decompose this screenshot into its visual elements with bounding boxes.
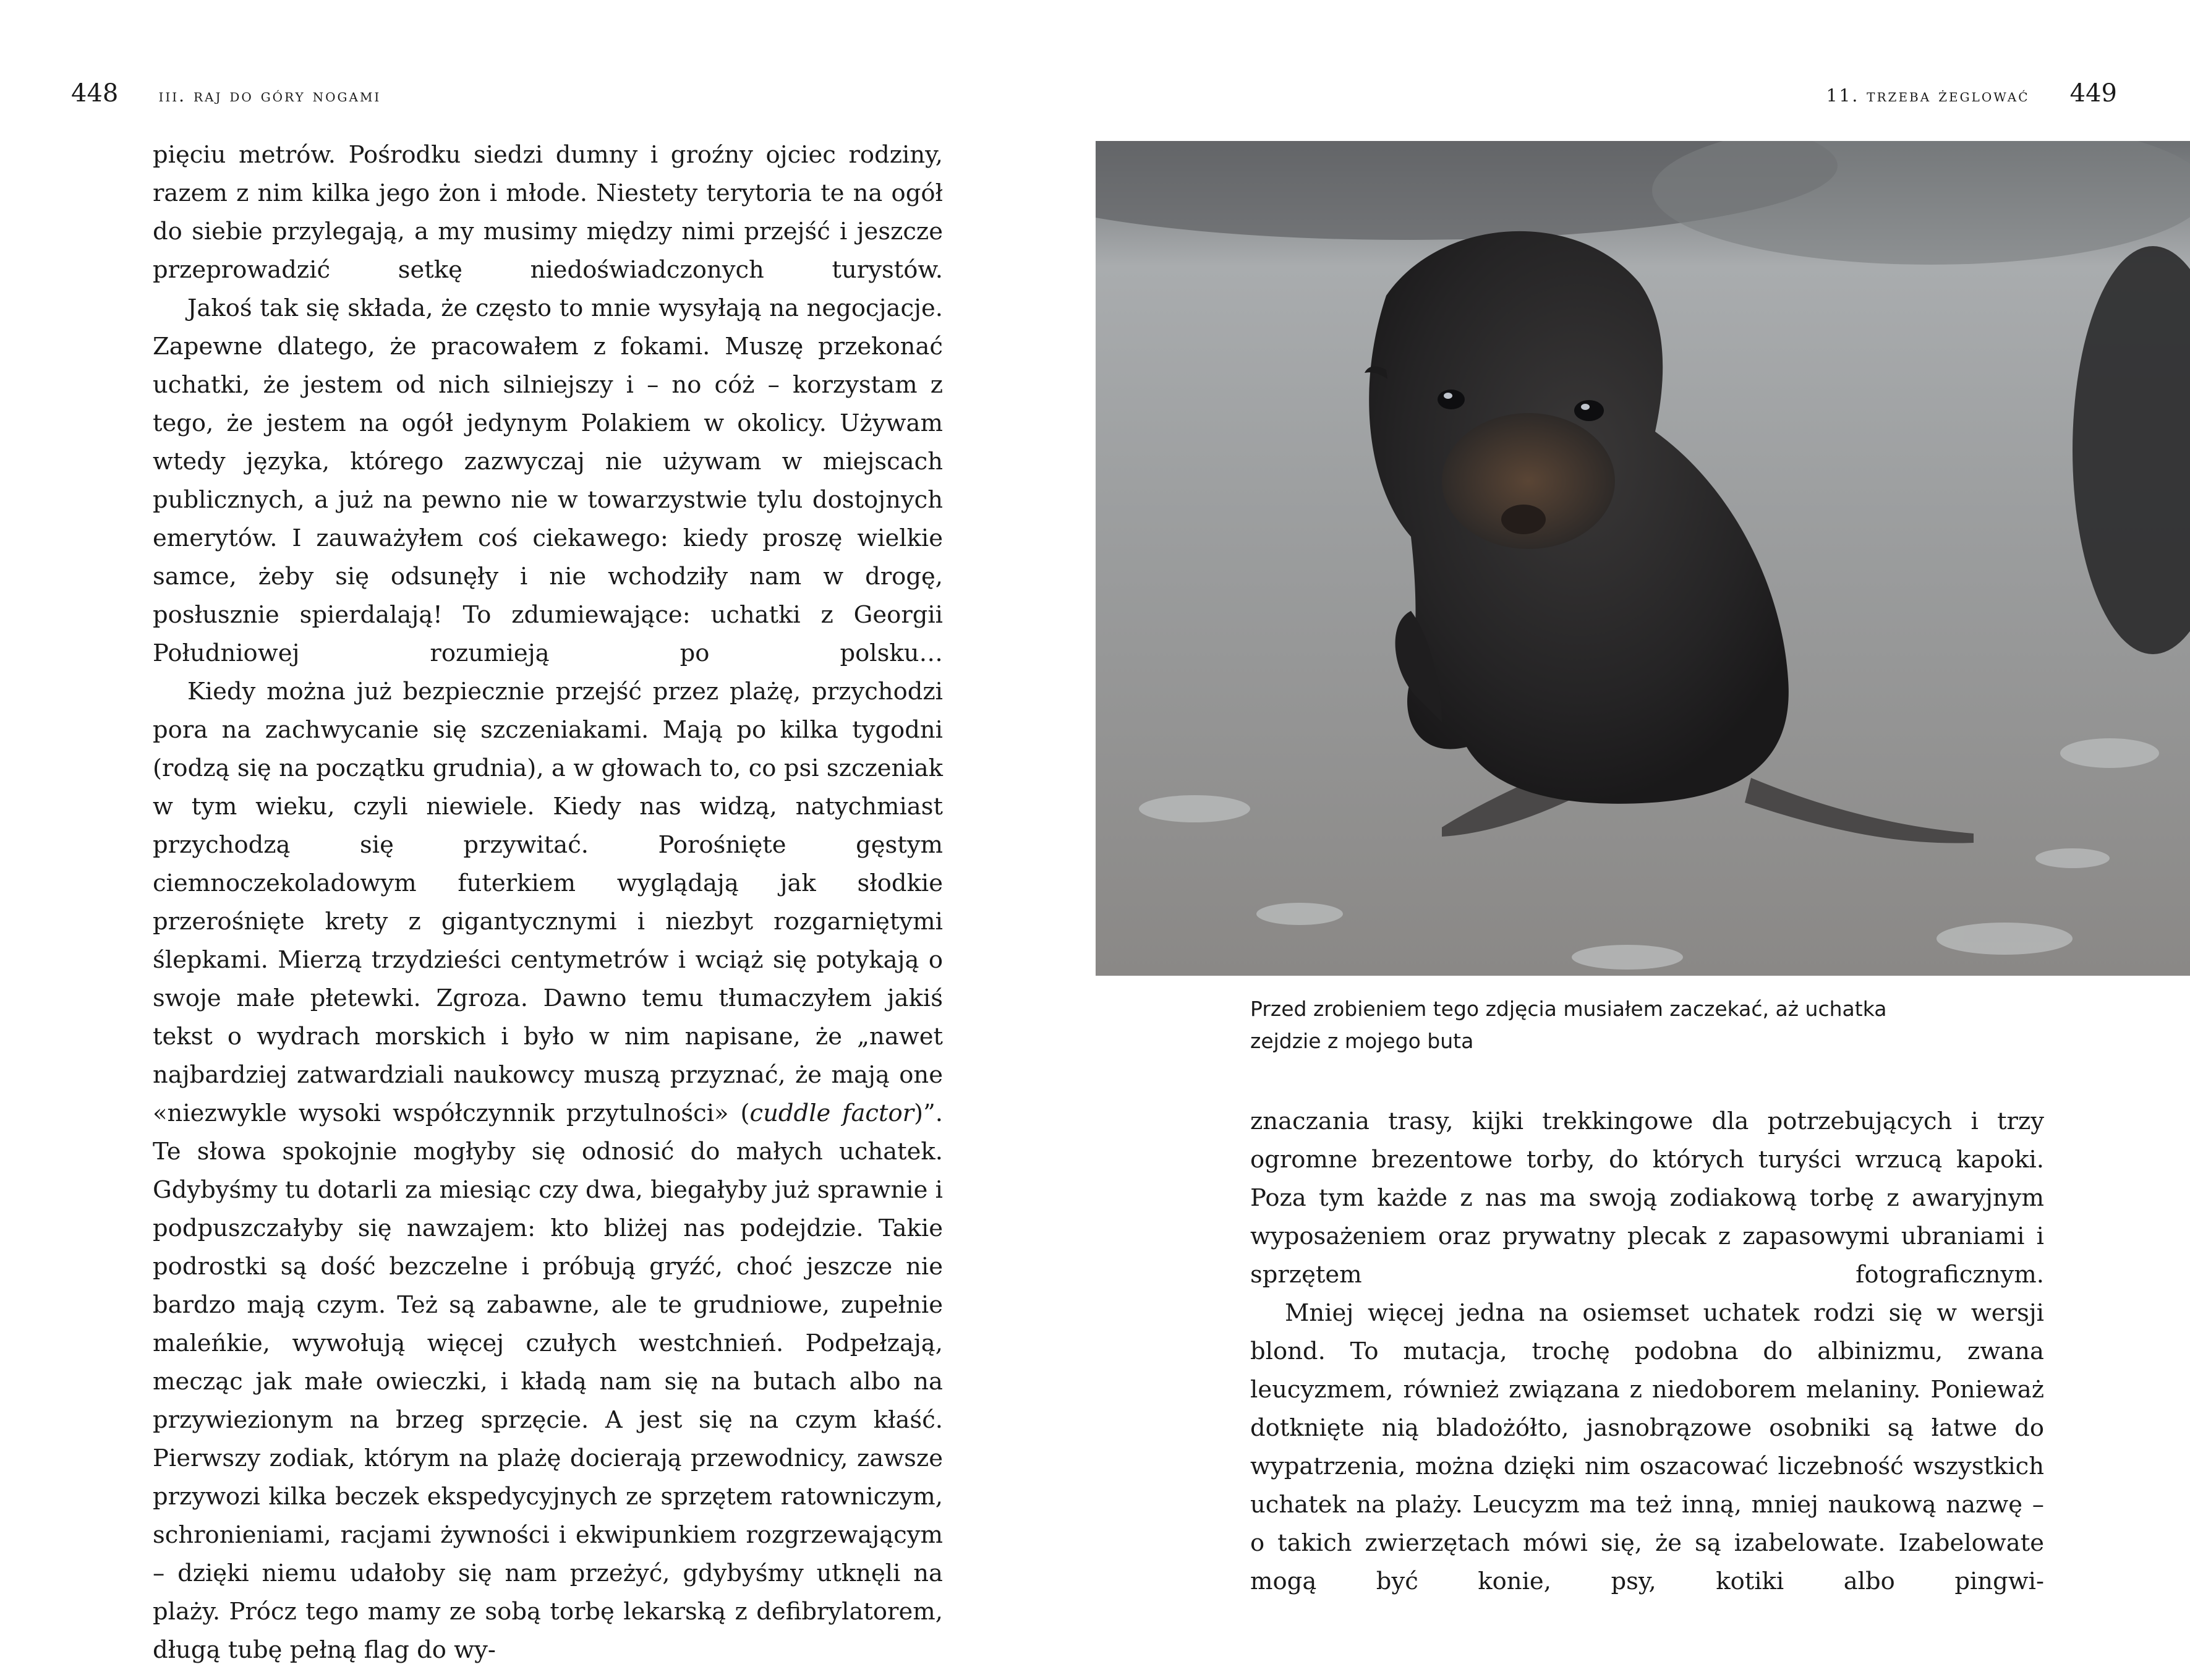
right-page-number: 449 bbox=[2069, 79, 2117, 108]
paragraph-text: Kiedy można już bezpiecznie przejść przez plażę, przychodzi pora na zachwycanie się szczeniakami. Mają po kilka tygodni (rodzą się na początku grudnia), a w głowach to, co psi szczeniak w tym wieku, czyli niewiele. Kiedy nas widzą, natychmiast przychodzą się przywitać. Porośnięte gęstym ciemnoczekoladowym futerkiem wyglądają jak słodkie przerośnięte krety z gigantycznymi i niezbyt rozgarniętymi ślepkami. Mierzą trzydzieści centymetrów i wciąż się potykają o swoje małe płetewki. Zgroza. Dawno temu tłumaczyłem jakiś tekst o wydrach morskich i było w nim napisane, że „nawet najbardziej zatwardziali naukowcy muszą przyznać, że mają one «niezwykle wysoki współczynnik przytulności» ( bbox=[153, 678, 943, 1127]
left-page-header bbox=[71, 79, 381, 114]
paragraph: Mniej więcej jedna na osiemset uchatek rodzi się w wersji blond. To mutacja, trochę podobna do albinizmu, zwana leucyzmem, również związana z niedoborem melaniny. Ponieważ dotknięte nią bladożółto, jasnobrązowe osobniki są łatwe do wypatrzenia, można dzięki nim oszacować liczebność wszystkich uchatek na plaży. Leucyzm ma też inną, mniej naukową nazwę – o takich zwierzętach mówi się, że są izabelowate. Izabelowate mogą być konie, psy, kotiki albo pingwi- bbox=[1250, 1299, 2044, 1595]
right-page-body bbox=[1250, 1102, 2044, 1601]
left-running-head: iii. raj do góry nogami bbox=[158, 85, 381, 106]
photo-caption: Przed zrobieniem tego zdjęcia musiałem zaczekać, aż uchatka zejdzie z mojego buta bbox=[1250, 997, 1887, 1053]
italic-term: cuddle factor bbox=[749, 1099, 914, 1127]
paragraph-text: )”. Te słowa spokojnie mogłyby się odnosić do małych uchatek. Gdybyśmy tu dotarli za miesiąc czy dwa, biegałyby już sprawnie i podpuszczałyby się nawzajem: kto bliżej nas podejdzie. Takie podrostki są dość bezczelne i próbują gryźć, choć jeszcze nie bardzo mają czym. Też są zabawne, ale te grudniowe, zupełnie maleńkie, wywołują więcej czułych westchnień. Podpełzają, mecząc jak małe owieczki, i kładą nam się na butach albo na przywiezionym na brzeg sprzęcie. A jest się na czym kłaść. Pierwszy zodiak, którym na plażę docierają przewodnicy, zawsze przywozi kilka beczek ekspedycyjnych ze sprzętem ratowniczym, schronieniami, racjami żywności i ekwipunkiem rozgrzewającym – dzięki niemu udałoby się nam przeżyć, gdybyśmy utknęli na plaży. Prócz tego mamy ze sobą torbę lekarską z defibrylatorem, długą tubę pełną flag do wy- bbox=[153, 1099, 943, 1664]
paragraph: pięciu metrów. Pośrodku siedzi dumny i groźny ojciec rodziny, razem z nim kilka jego żon i młode. Niestety terytoria te na ogół do siebie przylegają, a my musimy między nimi przejść i jeszcze przeprowadzić setkę niedoświadczonych turystów. bbox=[153, 141, 943, 284]
paragraph: znaczania trasy, kijki trekkingowe dla potrzebujących i trzy ogromne brezentowe torby, do których turyści wrzucą kapoki. Poza tym każde z nas ma swoją zodiakową torbę z awaryjnym wyposażeniem oraz prywatny plecak z zapasowymi ubraniami i sprzętem fotograficznym. bbox=[1250, 1107, 2044, 1289]
paragraph: Jakoś tak się składa, że często to mnie wysyłają na negocjacje. Zapewne dlatego, że pracowałem z fokami. Muszę przekonać uchatki, że jestem od nich silniejszy i – no cóż – korzystam z tego, że jestem na ogół jedynym Polakiem w okolicy. Używam wtedy języka, którego zazwyczaj nie używam w miejscach publicznych, a już na pewno nie w towarzystwie tylu dostojnych emerytów. I zauważyłem coś ciekawego: kiedy proszę wielkie samce, żeby się odsunęły i nie wchodziły nam w drogę, posłusznie spierdalają! To zdumiewające: uchatki z Georgii Południowej rozumieją po polsku… bbox=[153, 294, 943, 667]
left-page-number: 448 bbox=[71, 79, 119, 108]
left-page-body bbox=[153, 136, 943, 1669]
right-page-header bbox=[1826, 79, 2117, 114]
fur-seal-pup-photo bbox=[1096, 141, 2190, 976]
paragraph bbox=[153, 673, 943, 1669]
right-running-head: 11. trzeba żeglować bbox=[1826, 85, 2030, 106]
